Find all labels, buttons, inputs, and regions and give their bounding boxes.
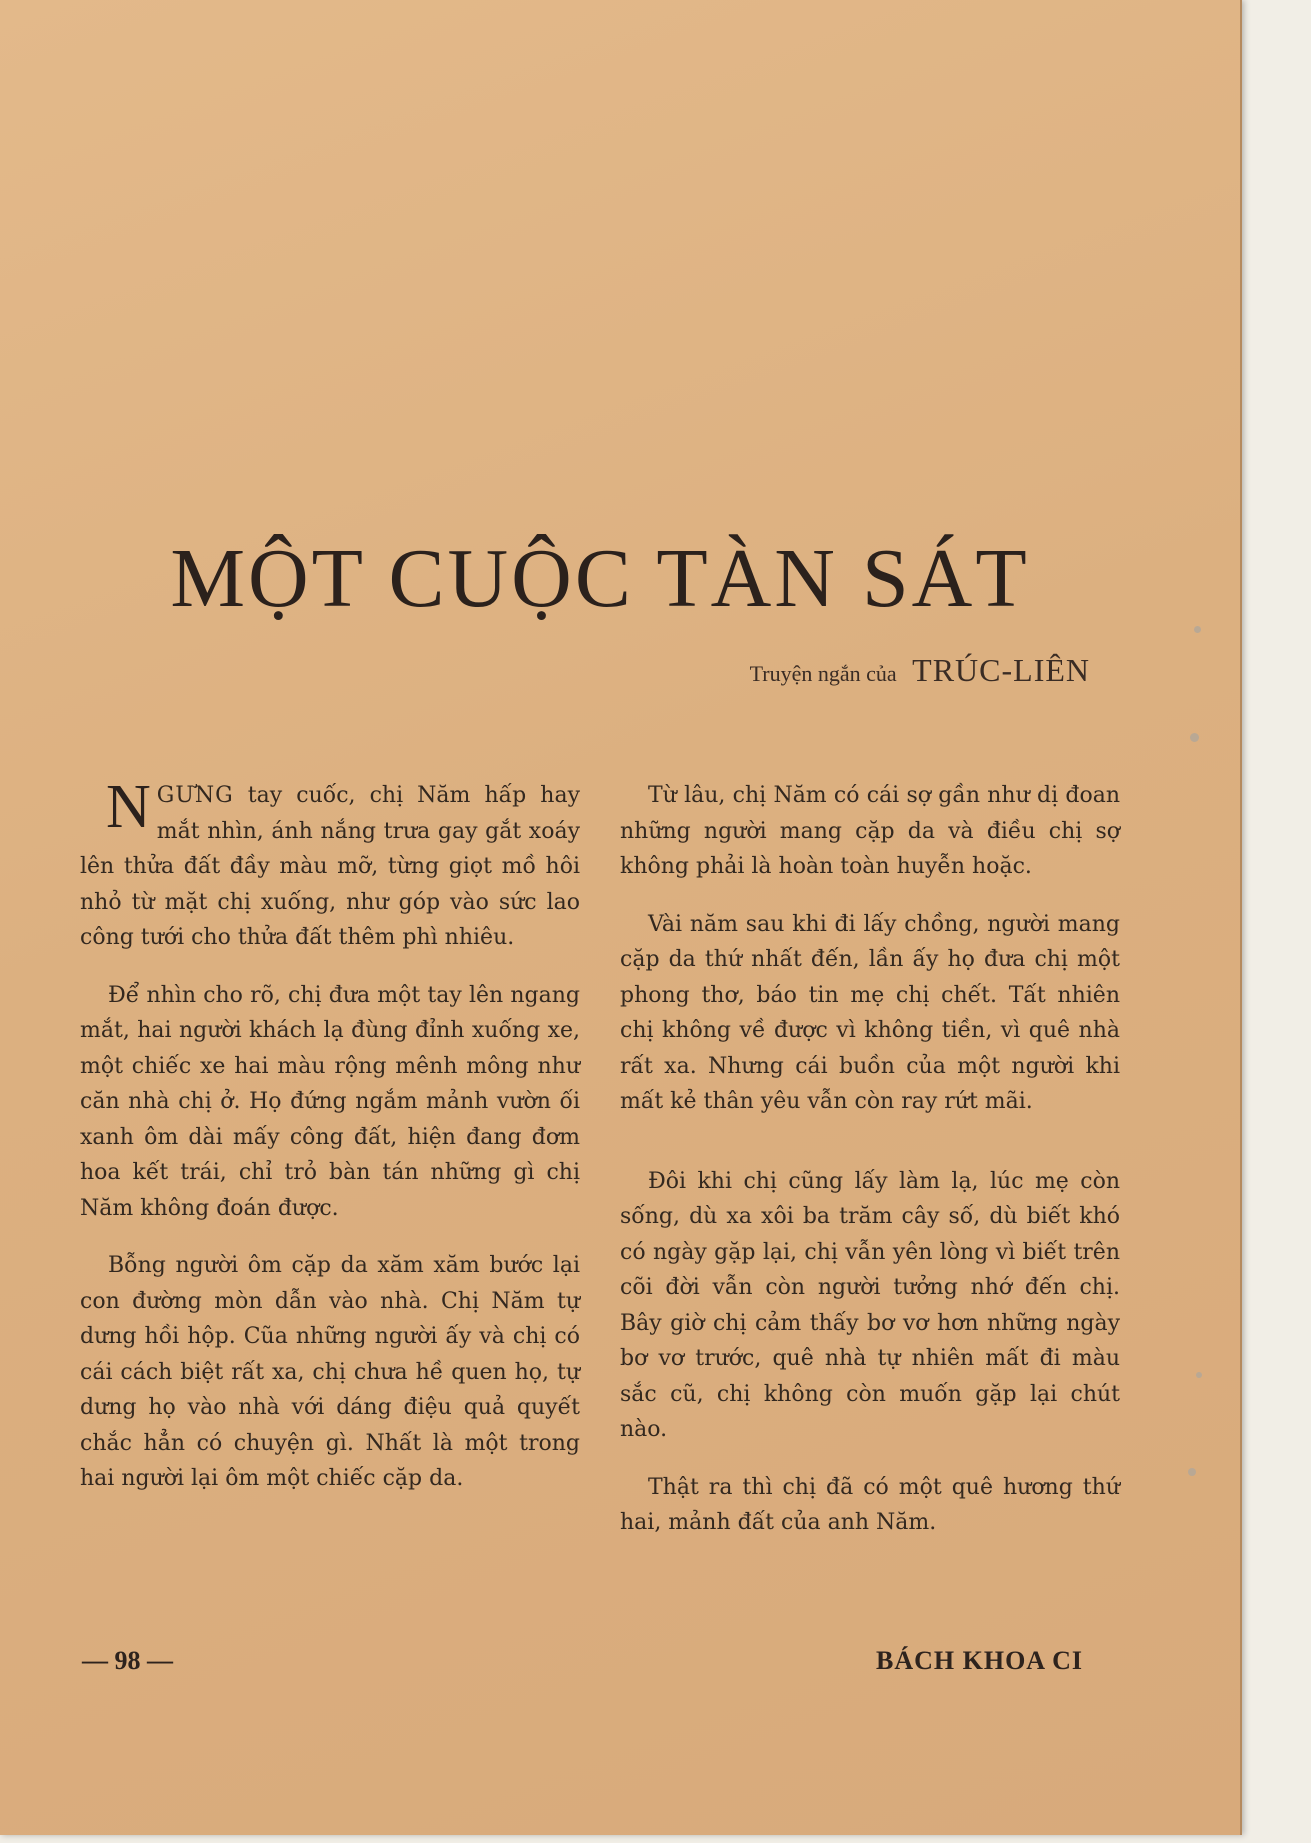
opening-caps: GƯNG [156, 783, 234, 808]
paragraph: Từ lâu, chị Năm có cái sợ gần như dị đoan những người mang cặp da và điều chị sợ không phải là hoàn toàn huyễn hoặc. [620, 783, 1120, 879]
page-number: — 98 — [82, 1646, 173, 1675]
paragraph: Để nhìn cho rõ, chị đưa một tay lên ngang mắt, hai người khách lạ đùng đỉnh xuống xe, một chiếc xe hai màu rộng mênh mông như căn nhà chị ở. Họ đứng ngắm mảnh vườn ối xanh ôm dài mấy công đất, hiện đang đơm hoa kết trái, chỉ trỏ bàn tán những gì chị Năm không đoán được. [80, 982, 580, 1221]
author-name: TRÚC-LIÊN [912, 652, 1090, 688]
byline [750, 652, 1090, 689]
paragraph: Thật ra thì chị đã có một quê hương thứ hai, mảnh đất của anh Năm. [620, 1474, 1120, 1535]
paragraph-text: tay cuốc, chị Năm hấp hay mắt nhìn, ánh nắng trưa gay gắt xoáy lên thửa đất đầy màu mỡ, từng giọt mồ hôi nhỏ từ mặt chị xuống, như góp vào sức lao công tưới cho thửa đất thêm phì nhiêu. [80, 783, 580, 950]
paragraph [80, 773, 580, 956]
paper-speck [1196, 1372, 1202, 1378]
paper-speck [1188, 1468, 1196, 1476]
paragraph: Bỗng người ôm cặp da xăm xăm bước lại con đường mòn dẫn vào nhà. Chị Năm tự dưng hồi hộp. Cũa những người ấy và chị có cái cách biệt rất xa, chị chưa hề quen họ, tự dưng họ vào nhà với dáng điệu quả quyết chắc hẳn có chuyện gì. Nhất là một trong hai người lại ôm một chiếc cặp da. [80, 1253, 580, 1491]
left-column [80, 773, 580, 1519]
drop-cap: N [106, 773, 151, 841]
byline-prefix: Truyện ngắn của [749, 661, 897, 686]
paragraph: Đôi khi chị cũng lấy làm lạ, lúc mẹ còn sống, dù xa xôi ba trăm cây số, dù biết khó có ngày gặp lại, chị vẫn yên lòng vì biết trên cõi đời vẫn còn người tưởng nhớ đến chị. Bây giờ chị cảm thấy bơ vơ hơn những ngày bơ vơ trước, quê nhà tự nhiên mất đi màu sắc cũ, chị không còn muốn gặp lại chút nào. [620, 1168, 1120, 1442]
paper-speck [1194, 626, 1201, 633]
magazine-name: BÁCH KHOA CI [876, 1646, 1084, 1675]
right-column [620, 778, 1120, 1563]
article-title: MỘT CUỘC TÀN SÁT [170, 532, 1030, 625]
paper-speck [1190, 733, 1199, 742]
paragraph: Vài năm sau khi đi lấy chồng, người mang cặp da thứ nhất đến, lần ấy họ đưa chị một phong thơ, báo tin mẹ chị chết. Tất nhiên chị không về được vì không tiền, vì quê nhà rất xa. Nhưng cái buồn của một người khi mất kẻ thân yêu vẫn còn ray rứt mãi. [620, 911, 1120, 1114]
